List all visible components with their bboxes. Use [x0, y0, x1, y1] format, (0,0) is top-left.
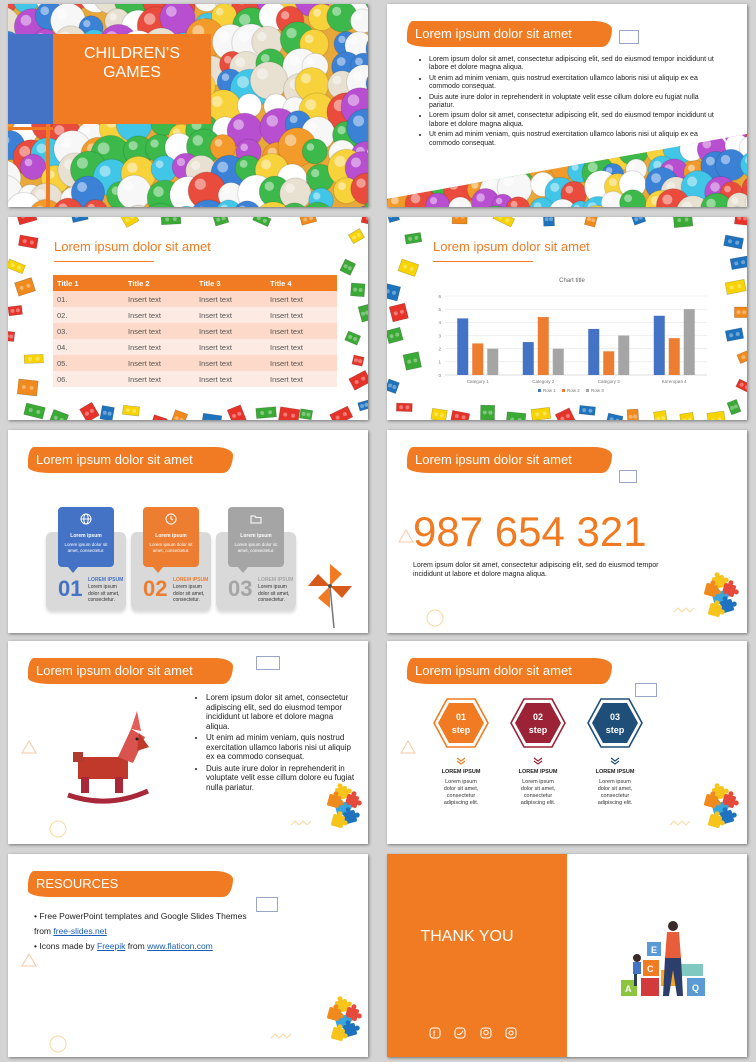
table-cell: Insert text — [195, 291, 266, 307]
bullet-list — [194, 693, 358, 794]
card-heading: Lorem ipsum — [240, 533, 272, 539]
table-cell: Insert text — [195, 355, 266, 371]
slide-5-cards[interactable] — [8, 430, 368, 633]
card-desc: Lorem ipsum dolor sit amet, consectetur. — [173, 584, 205, 603]
slide-title: Lorem ipsum dolor sit amet — [415, 452, 572, 467]
table-header-cell: Title 2 — [124, 275, 195, 291]
block-letter: A — [625, 984, 632, 994]
table-cell: Insert text — [266, 323, 337, 339]
bullet-list — [417, 56, 721, 150]
zigzag-decoration — [290, 819, 314, 827]
legend-entry: Row 1 — [543, 387, 556, 393]
table-cell: Insert text — [124, 355, 195, 371]
chart-bar — [603, 351, 614, 375]
chart-bar — [618, 336, 629, 376]
chart-bar — [654, 316, 665, 375]
slide-8-steps[interactable] — [387, 641, 747, 844]
table-cell: Insert text — [124, 371, 195, 387]
table-cell: Insert text — [124, 291, 195, 307]
step-hexagon — [587, 698, 643, 748]
step-number: 02 — [532, 712, 544, 722]
thank-you-title: THANK YOU — [420, 928, 514, 945]
outline-rect-decoration — [256, 656, 280, 670]
table-cell: 04. — [53, 339, 124, 355]
step-text: Lorem ipsum dolor sit amet, consectetur adipiscing elit. — [443, 779, 479, 806]
chart-bar — [457, 318, 468, 375]
chart-bar — [523, 342, 534, 375]
step-number: 01 — [455, 712, 467, 722]
card-text: Lorem ipsum dolor sit amet, consectetur. — [149, 542, 193, 553]
legend-swatch — [562, 389, 565, 392]
table-cell: Insert text — [266, 355, 337, 371]
card-header — [143, 507, 199, 567]
table-cell: 02. — [53, 307, 124, 323]
table-row — [53, 355, 337, 371]
block-letter: C — [647, 964, 654, 974]
bullet-item: • Ut enim ad minim veniam, quis nostrud exercitation ullamco laboris nisi ut aliquip ex ea commodo consequat. — [429, 75, 721, 92]
card-text: Lorem ipsum dolor sit amet, consectetur. — [234, 542, 278, 553]
svg-text:f: f — [433, 1029, 436, 1039]
slide-title: Lorem ipsum dolor sit amet — [36, 663, 193, 678]
table-row — [53, 291, 337, 307]
bullet-item: • Duis aute irure dolor in reprehenderit in voluptate velit esse cillum dolore eu fugiat nulla pariatur. — [429, 94, 721, 111]
card-desc: Lorem ipsum dolor sit amet, consectetur. — [258, 584, 290, 603]
bar-chart — [427, 272, 717, 402]
orange-line-horizontal — [8, 127, 53, 130]
step-text: Lorem ipsum dolor sit amet, consectetur adipiscing elit. — [597, 779, 633, 806]
facebook-icon[interactable] — [429, 1027, 441, 1039]
triangle-outline-decoration — [20, 739, 38, 755]
instagram-icon[interactable] — [505, 1027, 517, 1039]
flaticon-link[interactable]: www.flaticon.com — [147, 941, 213, 951]
table-cell: Insert text — [195, 323, 266, 339]
slide-9-resources[interactable] — [8, 854, 368, 1057]
outline-rect-decoration — [635, 683, 657, 697]
orange-line-vertical — [46, 124, 50, 207]
step-label: LOREM IPSUM — [441, 769, 481, 775]
folder-icon — [250, 513, 262, 525]
globe-icon — [80, 513, 92, 525]
table-cell: Insert text — [266, 291, 337, 307]
pinterest-icon[interactable] — [480, 1027, 492, 1039]
resource-line-1: Free PowerPoint templates and Google Slides Themes — [39, 911, 247, 921]
table-row — [53, 339, 337, 355]
table-row — [53, 323, 337, 339]
puzzle-icon — [703, 572, 739, 618]
chart-bar — [553, 349, 564, 375]
table-cell: Insert text — [195, 371, 266, 387]
clock-icon — [165, 513, 177, 525]
puzzle-icon — [703, 783, 739, 829]
puzzle-icon — [326, 996, 362, 1042]
chart-bar — [669, 338, 680, 375]
step-word: step — [605, 725, 625, 735]
slide-title: Lorem ipsum dolor sit amet — [415, 26, 572, 41]
slide-1-title[interactable] — [8, 4, 368, 207]
slide-7-horse[interactable] — [8, 641, 368, 844]
chart-title: Chart title — [559, 278, 585, 284]
legend-swatch — [586, 389, 589, 392]
blue-bar — [8, 34, 53, 124]
card-header — [58, 507, 114, 567]
step-word: step — [451, 725, 471, 735]
chart-bar — [472, 343, 483, 375]
slide-3-table[interactable] — [8, 217, 368, 420]
legend-entry: Row 3 — [591, 387, 604, 393]
slide-4-chart[interactable] — [387, 217, 747, 420]
step-text: Lorem ipsum dolor sit amet, consectetur adipiscing elit. — [520, 779, 556, 806]
bullet-item: • Ut enim ad minim veniam, quis nostrud exercitation ullamco laboris nisi ut aliquip ex ea commodo consequat. — [206, 733, 358, 762]
freepik-link[interactable]: Freepik — [97, 941, 126, 951]
step-label: LOREM IPSUM — [518, 769, 558, 775]
body-text: Lorem ipsum dolor sit amet, consectetur adipiscing elit, sed do eiusmod tempor incididunt ut labore et dolore magna aliqua. — [413, 562, 659, 578]
table-cell: Insert text — [124, 307, 195, 323]
card-heading: Lorem ipsum — [155, 533, 187, 539]
card-number: 01 — [58, 576, 83, 601]
pinwheel-icon — [306, 560, 354, 628]
table-header-row — [53, 275, 337, 291]
step-number: 03 — [609, 712, 621, 722]
triangle-outline-decoration — [399, 739, 417, 755]
table-row — [53, 371, 337, 387]
free-slides-link[interactable]: free-slides.net — [53, 926, 107, 936]
x-tick-label: Category 1 — [466, 379, 489, 384]
twitter-icon[interactable] — [454, 1027, 466, 1039]
y-tick-label: 4 — [438, 320, 441, 326]
zigzag-decoration — [673, 606, 697, 614]
legend-swatch — [538, 389, 541, 392]
card-pointer — [238, 567, 248, 573]
y-tick-label: 2 — [438, 346, 441, 352]
title-underline — [54, 261, 154, 262]
table-cell: Insert text — [195, 339, 266, 355]
y-tick-label: 3 — [438, 333, 441, 339]
kids-stacking-blocks-illustration — [607, 918, 717, 1000]
card-number: 02 — [143, 576, 168, 601]
chevron-down-icon — [610, 757, 620, 765]
table-header-cell: Title 3 — [195, 275, 266, 291]
table-cell: Insert text — [266, 307, 337, 323]
table-cell: 03. — [53, 323, 124, 339]
card-label: LOREM IPSUM — [173, 577, 209, 583]
big-number: 987 654 321 — [413, 508, 647, 555]
bullet-item: • Lorem ipsum dolor sit amet, consectetur adipiscing elit, sed do eiusmod tempor incididunt ut labore et dolore magna aliqua. — [429, 112, 721, 129]
step-word: step — [528, 725, 548, 735]
circle-outline-decoration — [425, 608, 445, 628]
table-cell: Insert text — [195, 307, 266, 323]
circle-outline-decoration — [48, 1034, 68, 1054]
slide-2-bullets[interactable] — [387, 4, 747, 207]
y-tick-label: 1 — [438, 359, 441, 365]
legend-entry: Row 2 — [567, 387, 580, 393]
slide-title: Lorem ipsum dolor sit amet — [415, 663, 572, 678]
card-label: LOREM IPSUM — [258, 577, 294, 583]
bullet-item: • Lorem ipsum dolor sit amet, consectetur adipiscing elit, sed do eiusmod tempor incididunt ut labore et dolore magna aliqua. — [429, 56, 721, 73]
table-cell: Insert text — [124, 339, 195, 355]
chart-bar — [538, 317, 549, 375]
slide-6-number[interactable] — [387, 430, 747, 633]
slide-title: Lorem ipsum dolor sit amet — [433, 239, 590, 254]
card-desc: Lorem ipsum dolor sit amet, consectetur. — [88, 584, 120, 603]
bullet-item: • Ut enim ad minim veniam, quis nostrud exercitation ullamco laboris nisi ut aliquip ex ea commodo consequat. — [429, 131, 721, 148]
icons-from-text: from — [127, 941, 145, 951]
table-cell: 05. — [53, 355, 124, 371]
chevron-down-icon — [456, 757, 466, 765]
circle-outline-decoration — [48, 819, 68, 839]
table-cell: Insert text — [266, 339, 337, 355]
outline-rect-decoration — [619, 470, 637, 483]
slide-title: CHILDREN’S GAMES — [83, 45, 180, 81]
y-tick-label: 6 — [438, 293, 441, 299]
rocking-horse-icon — [63, 707, 153, 807]
card-number: 03 — [228, 576, 253, 601]
chart-bar — [588, 329, 599, 375]
resources-text: • Free PowerPoint templates and Google Slides Themes from free-slides.net • Icons made by Freepik from www.flaticon.com — [34, 911, 247, 951]
icons-credit-text: Icons made by — [39, 941, 95, 951]
chart-bar — [487, 349, 498, 375]
step-hexagon — [433, 698, 489, 748]
slide-title: RESOURCES — [36, 876, 119, 891]
social-icons — [429, 1026, 517, 1044]
x-tick-label: Категория 4 — [661, 379, 687, 384]
resource-from-text: from — [34, 926, 51, 936]
slide-title: Lorem ipsum dolor sit amet — [54, 239, 211, 254]
table-cell: Insert text — [124, 323, 195, 339]
table-cell: 06. — [53, 371, 124, 387]
step-hexagon — [510, 698, 566, 748]
y-tick-label: 0 — [438, 372, 441, 378]
bullet-item: • Duis aute irure dolor in reprehenderit in voluptate velit esse cillum dolore eu fugiat nulla pariatur. — [206, 764, 358, 793]
card-heading: Lorem ipsum — [70, 533, 102, 539]
title-underline — [433, 261, 533, 262]
table-row — [53, 307, 337, 323]
table-header-cell: Title 4 — [266, 275, 337, 291]
data-table — [53, 275, 337, 387]
zigzag-decoration — [669, 819, 693, 827]
card-text: Lorem ipsum dolor sit amet, consectetur. — [64, 542, 108, 553]
block-letter: E — [651, 945, 658, 955]
y-tick-label: 5 — [438, 306, 441, 312]
card-pointer — [153, 567, 163, 573]
step-label: LOREM IPSUM — [595, 769, 635, 775]
table-cell: 01. — [53, 291, 124, 307]
card-pointer — [68, 567, 78, 573]
slide-title: Lorem ipsum dolor sit amet — [36, 452, 193, 467]
card-label: LOREM IPSUM — [88, 577, 124, 583]
x-tick-label: Category 3 — [597, 379, 620, 384]
outline-rect-decoration — [619, 30, 639, 44]
triangle-outline-decoration — [20, 952, 38, 968]
puzzle-icon — [326, 783, 362, 829]
zigzag-decoration — [270, 1032, 294, 1040]
bullet-item: • Lorem ipsum dolor sit amet, consectetur adipiscing elit, sed do eiusmod tempor incididunt ut labore et dolore magna aliqua. — [206, 693, 358, 731]
block-letter: Q — [692, 983, 700, 993]
chevron-down-icon — [533, 757, 543, 765]
card-header — [228, 507, 284, 567]
table-cell: Insert text — [266, 371, 337, 387]
table-header-cell: Title 1 — [53, 275, 124, 291]
chart-bar — [684, 309, 695, 375]
x-tick-label: Category 2 — [532, 379, 555, 384]
slide-10-thank-you[interactable] — [387, 854, 747, 1057]
